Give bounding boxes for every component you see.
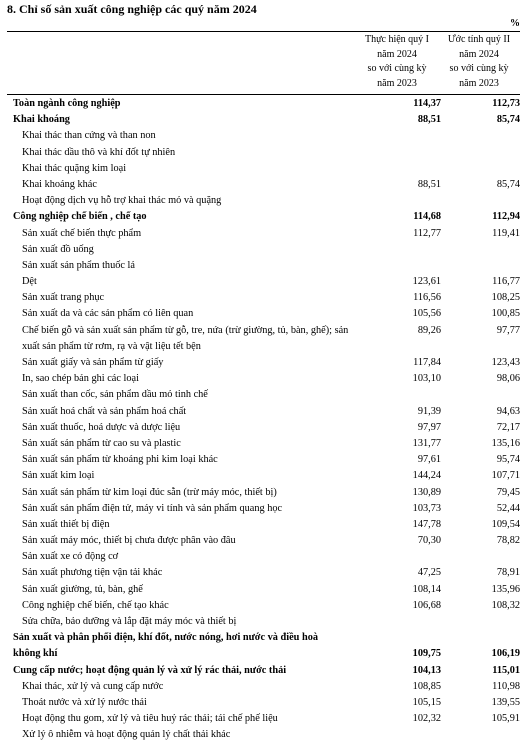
row-label: Thoát nước và xử lý nước thải: [22, 696, 147, 708]
row-label: Chế biến gỗ và sản xuất sản phẩm từ gỗ, tre, nứa (trừ giường, tủ, bàn, ghế); sản xuất sản phẩm từ rơm, rạ và vật liệu tết bện: [22, 324, 349, 352]
column-header-q2: [440, 33, 518, 91]
row-label: Sản xuất kim loại: [22, 470, 95, 482]
table-row: [0, 516, 532, 532]
row-value-q2: 108,32: [491, 599, 520, 611]
row-value-q1: 88,51: [417, 178, 441, 190]
row-label: Sản xuất và phân phối điện, khí đốt, nước nóng, hơi nước và điều hoà không khí: [13, 632, 319, 660]
row-value-q1: 97,61: [417, 454, 441, 466]
row-value-q2: 116,77: [492, 276, 520, 288]
row-value-q1: 114,68: [413, 211, 441, 223]
row-value-q2: 78,91: [496, 567, 520, 579]
table-body: [0, 95, 532, 743]
row-value-q2: 100,85: [491, 308, 520, 320]
row-label: Sản xuất phương tiện vận tải khác: [22, 567, 163, 579]
row-value-q2: 108,25: [491, 292, 520, 304]
row-label: Sản xuất sản phẩm thuốc lá: [22, 259, 135, 271]
table-row: [0, 678, 532, 694]
row-value-q2: 95,74: [496, 454, 520, 466]
table-row: [0, 500, 532, 516]
row-label: Sản xuất thiết bị điện: [22, 518, 110, 530]
column-header-q2-line: so với cùng kỳ: [449, 63, 509, 74]
row-label: Sản xuất sản phẩm từ cao su và plastic: [22, 437, 181, 449]
row-value-q2: 135,96: [491, 583, 520, 595]
table-title: 8. Chỉ số sản xuất công nghiệp các quý năm 2024: [7, 2, 257, 16]
row-value-q2: 123,43: [491, 357, 520, 369]
row-value-q1: 70,30: [417, 535, 441, 547]
row-label: Hoạt động dịch vụ hỗ trợ khai thác mỏ và quặng: [22, 195, 222, 207]
row-label: Sản xuất chế biến thực phẩm: [22, 227, 142, 239]
table-row: [0, 694, 532, 710]
row-label: Sản xuất sản phẩm từ kim loại đúc sẵn (trừ máy móc, thiết bị): [22, 486, 277, 498]
row-value-q1: 114,37: [413, 98, 441, 109]
table-row: [0, 192, 532, 208]
row-label: Cung cấp nước; hoạt động quản lý và xử lý rác thải, nước thải: [13, 664, 287, 676]
row-label: Hoạt động thu gom, xử lý và tiêu huỷ rác thải; tái chế phế liệu: [22, 713, 278, 725]
column-header-q1-line: năm 2024: [377, 48, 417, 60]
row-label: Sản xuất giấy và sản phẩm từ giấy: [22, 357, 164, 369]
row-value-q1: 89,26: [417, 324, 441, 336]
row-label: In, sao chép bản ghi các loại: [22, 373, 139, 385]
row-value-q1: 108,14: [412, 583, 441, 595]
row-value-q1: 88,51: [417, 114, 441, 126]
row-value-q2: 72,17: [496, 421, 520, 433]
row-value-q2: 110,98: [492, 680, 520, 692]
row-value-q1: 116,56: [413, 292, 441, 304]
row-value-q2: 135,16: [491, 437, 520, 449]
table-row: [0, 597, 532, 613]
row-label: Sản xuất sản phẩm điện tử, máy vi tính và sản phẩm quang học: [22, 502, 283, 514]
column-header-q2-line: năm 2023: [459, 77, 499, 89]
column-header-q1: [358, 33, 436, 91]
row-label: Công nghiệp chế biến , chế tạo: [13, 211, 147, 223]
table-row: [0, 257, 532, 273]
column-header-q1-line: năm 2023: [377, 77, 417, 89]
table-row: [0, 160, 532, 176]
row-value-q1: 147,78: [412, 518, 441, 530]
table-row: [0, 403, 532, 419]
row-value-q2: 115,01: [492, 664, 520, 676]
row-label: Sản xuất than cốc, sản phẩm dầu mỏ tinh chế: [22, 389, 208, 401]
table-row: [0, 370, 532, 386]
row-value-q1: 105,56: [412, 308, 441, 320]
row-value-q1: 97,97: [417, 421, 441, 433]
table-row: [0, 305, 532, 321]
row-value-q1: 131,77: [412, 437, 441, 449]
row-value-q1: 47,25: [417, 567, 441, 579]
row-value-q1: 112,77: [413, 227, 441, 239]
table-row: [0, 241, 532, 257]
row-label: Sản xuất da và các sản phẩm có liên quan: [22, 308, 194, 320]
table-row: [0, 581, 532, 597]
row-value-q2: 78,82: [496, 535, 520, 547]
row-label: Khai thác dầu thô và khí đốt tự nhiên: [22, 146, 176, 158]
row-label: Khai thác, xử lý và cung cấp nước: [22, 680, 164, 692]
row-value-q1: 91,39: [417, 405, 441, 417]
row-label: Khai thác quặng kim loại: [22, 162, 127, 174]
row-value-q1: 123,61: [412, 276, 441, 288]
column-header-q2-line: năm 2024: [459, 48, 499, 60]
row-value-q2: 106,19: [491, 648, 520, 660]
table-row: [0, 95, 532, 111]
table-row: [0, 419, 532, 435]
row-value-q2: 105,91: [491, 713, 520, 725]
table-row: [0, 710, 532, 726]
row-label: Toàn ngành công nghiệp: [13, 98, 121, 109]
row-value-q1: 108,85: [412, 680, 441, 692]
table-row: [0, 564, 532, 580]
row-label: Sản xuất thuốc, hoá dược và dược liệu: [22, 421, 181, 433]
table-row: [0, 386, 532, 402]
row-value-q2: 85,74: [496, 178, 520, 190]
row-label: Sản xuất xe có động cơ: [22, 551, 119, 563]
row-label: Sản xuất đồ uống: [22, 243, 94, 255]
row-value-q2: 107,71: [491, 470, 520, 482]
row-value-q2: 85,74: [496, 114, 520, 126]
table-row: [0, 484, 532, 500]
table-row: [0, 144, 532, 160]
row-label: Công nghiệp chế biến, chế tạo khác: [22, 599, 169, 611]
row-label: Sản xuất máy móc, thiết bị chưa được phân vào đâu: [22, 535, 236, 547]
row-value-q1: 109,75: [412, 648, 441, 660]
table-row: [0, 322, 532, 354]
row-value-q1: 103,73: [412, 502, 441, 514]
column-header-q2-line: Ước tính quý II: [447, 34, 511, 45]
row-label: Khai khoáng khác: [22, 178, 97, 190]
row-value-q2: 94,63: [496, 405, 520, 417]
row-label: Sản xuất sản phẩm từ khoáng phi kim loại khác: [22, 454, 218, 466]
row-value-q2: 97,77: [496, 324, 520, 336]
header-top-rule: [7, 31, 520, 32]
row-value-q1: 102,32: [412, 713, 441, 725]
table-row: [0, 354, 532, 370]
table-row: [0, 629, 532, 661]
row-value-q1: 103,10: [412, 373, 441, 385]
table-row: [0, 548, 532, 564]
table-row: [0, 273, 532, 289]
table-row: [0, 613, 532, 629]
table-row: [0, 127, 532, 143]
table-row: [0, 289, 532, 305]
table-row: [0, 208, 532, 224]
row-label: Sản xuất giường, tủ, bàn, ghế: [22, 583, 143, 595]
row-label: Khai khoáng: [13, 114, 70, 126]
table-row: [0, 662, 532, 678]
row-value-q1: 144,24: [412, 470, 441, 482]
table-row: [0, 111, 532, 127]
table-row: [0, 451, 532, 467]
row-value-q1: 106,68: [412, 599, 441, 611]
row-value-q1: 130,89: [412, 486, 441, 498]
table-row: [0, 435, 532, 451]
row-value-q2: 112,94: [492, 211, 520, 223]
table-row: [0, 467, 532, 483]
row-label: Sản xuất hoá chất và sản phẩm hoá chất: [22, 405, 187, 417]
row-label: Khai thác than cứng và than non: [22, 130, 156, 142]
column-header-q1-line: Thực hiện quý I: [364, 34, 429, 45]
row-value-q2: 79,45: [496, 486, 520, 498]
row-value-q2: 112,73: [492, 98, 520, 109]
row-label: Xử lý ô nhiễm và hoạt động quản lý chất thải khác: [22, 729, 231, 741]
row-label: Dệt: [22, 276, 37, 288]
row-value-q1: 104,13: [412, 664, 441, 676]
column-header-q1-line: so với cùng kỳ: [367, 63, 427, 74]
row-value-q2: 119,41: [492, 227, 520, 239]
row-value-q2: 139,55: [491, 696, 520, 708]
unit-label: %: [510, 18, 520, 29]
row-value-q2: 98,06: [496, 373, 520, 385]
table-row: [0, 532, 532, 548]
row-value-q2: 109,54: [491, 518, 520, 530]
row-value-q1: 105,15: [412, 696, 441, 708]
table-row: [0, 176, 532, 192]
table-row: [0, 726, 532, 742]
row-value-q2: 52,44: [496, 502, 520, 514]
table-row: [0, 225, 532, 241]
row-label: Sản xuất trang phục: [22, 292, 105, 304]
row-label: Sửa chữa, bảo dưỡng và lắp đặt máy móc và thiết bị: [22, 616, 237, 628]
row-value-q1: 117,84: [413, 357, 441, 369]
